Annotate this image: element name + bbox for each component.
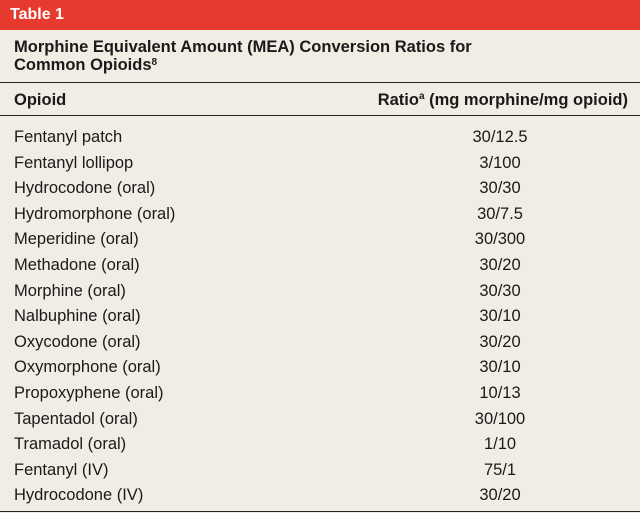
opioid-cell: Morphine (oral) xyxy=(14,281,126,300)
opioid-cell: Fentanyl patch xyxy=(14,128,123,146)
ratio-cell: 30/30 xyxy=(479,179,521,198)
ratio-cell: 30/20 xyxy=(479,332,521,351)
table-label: Table 1 xyxy=(10,6,64,23)
opioid-cell: Fentanyl (IV) xyxy=(14,460,109,479)
opioid-cell: Oxymorphone (oral) xyxy=(14,358,161,377)
table-title-line2: Common Opioids xyxy=(14,56,152,74)
table-row xyxy=(0,380,640,406)
ratio-cell: 3/100 xyxy=(479,153,521,172)
opioid-cell: Hydromorphone (oral) xyxy=(14,204,176,223)
table-row xyxy=(0,252,640,278)
ratio-cell: 30/12.5 xyxy=(472,128,528,146)
table-row xyxy=(0,329,640,355)
ratio-cell: 1/10 xyxy=(483,435,517,454)
ratio-cell: 30/20 xyxy=(479,486,521,505)
opioid-cell: Meperidine (oral) xyxy=(14,230,139,249)
table-row xyxy=(0,175,640,201)
ratio-header-units: (mg morphine/mg opioid) xyxy=(424,91,628,109)
table-row xyxy=(0,457,640,483)
opioid-cell: Tapentadol (oral) xyxy=(14,409,138,428)
table-row xyxy=(0,226,640,252)
opioid-cell: Hydrocodone (oral) xyxy=(14,179,156,198)
table-row xyxy=(0,406,640,432)
ratio-cell: 30/7.5 xyxy=(477,204,523,223)
opioid-cell: Fentanyl lollipop xyxy=(14,153,134,172)
table-row xyxy=(0,303,640,329)
opioid-cell: Hydrocodone (IV) xyxy=(14,486,144,505)
table-banner xyxy=(0,0,640,30)
ratio-cell: 10/13 xyxy=(479,383,521,402)
table-row xyxy=(0,150,640,176)
opioid-cell: Tramadol (oral) xyxy=(14,435,127,454)
header-top-rule xyxy=(0,82,640,83)
ratio-cell: 30/20 xyxy=(479,255,521,274)
opioid-cell: Oxycodone (oral) xyxy=(14,332,141,351)
opioid-cell: Propoxyphene (oral) xyxy=(14,383,164,402)
table-row xyxy=(0,278,640,304)
table-title xyxy=(14,38,614,74)
table-row xyxy=(0,354,640,380)
table-bottom-rule xyxy=(0,511,640,512)
table-row xyxy=(0,431,640,457)
table-title-line1: Morphine Equivalent Amount (MEA) Conversion Ratios for xyxy=(14,38,472,56)
table-row xyxy=(0,124,640,150)
ratio-header-label: Ratio xyxy=(377,91,419,109)
ratio-footnote-marker: a xyxy=(418,91,425,102)
table-row xyxy=(0,482,640,508)
opioid-cell: Nalbuphine (oral) xyxy=(14,307,141,326)
table-body xyxy=(0,124,640,508)
ratio-cell: 30/10 xyxy=(479,358,521,377)
table-row xyxy=(0,201,640,227)
ratio-cell: 30/30 xyxy=(479,281,521,300)
column-header-opioid: Opioid xyxy=(14,91,67,109)
title-reference: 8 xyxy=(151,57,158,68)
ratio-cell: 30/300 xyxy=(474,230,526,249)
ratio-cell: 30/10 xyxy=(479,307,521,326)
opioid-cell: Methadone (oral) xyxy=(14,255,140,274)
column-header-ratio xyxy=(378,90,628,110)
ratio-cell: 75/1 xyxy=(483,460,517,479)
ratio-cell: 30/100 xyxy=(474,409,526,428)
header-bottom-rule xyxy=(0,115,640,116)
